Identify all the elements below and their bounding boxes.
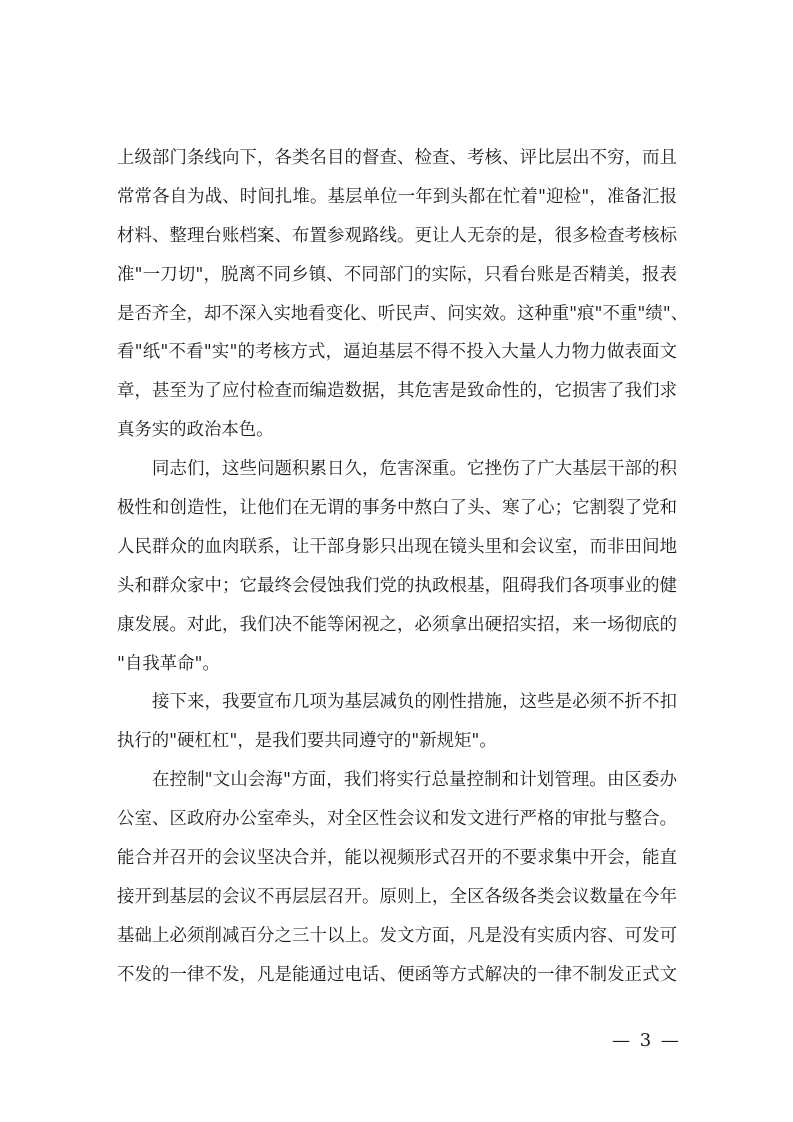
- paragraph: [117, 687, 677, 765]
- text-line: 看"纸"不看"实"的考核方式，逼迫基层不得不投入大量人力物力做表面文: [117, 342, 677, 363]
- paragraph: [117, 765, 677, 998]
- text-line: 能合并召开的会议坚决合并，能以视频形式召开的不要求集中开会，能直: [117, 848, 677, 869]
- text-line: 不发的一律不发，凡是能通过电话、便函等方式解决的一律不制发正式文: [117, 964, 677, 985]
- text-line: 在控制"文山会海"方面，我们将实行总量控制和计划管理。由区委办: [152, 770, 677, 791]
- text-line: 接下来，我要宣布几项为基层减负的刚性措施，这些是必须不折不扣: [152, 692, 677, 713]
- page-number: — 3 —: [612, 1030, 681, 1051]
- text-line: 常常各自为战、时间扎堆。基层单位一年到头都在忙着"迎检"，准备汇报: [117, 186, 677, 207]
- text-line: "自我革命"。: [117, 653, 220, 674]
- text-line: 基础上必须削减百分之三十以上。发文方面，凡是没有实质内容、可发可: [117, 925, 677, 946]
- paragraph: [117, 143, 689, 454]
- text-line: 材料、整理台账档案、布置参观路线。更让人无奈的是，很多检查考核标: [117, 225, 677, 246]
- text-line: 是否齐全，却不深入实地看变化、听民声、问实效。这种重"痕"不重"绩"、: [117, 303, 689, 324]
- text-line: 执行的"硬杠杠"，是我们要共同遵守的"新规矩"。: [117, 731, 497, 752]
- text-line: 接开到基层的会议不再层层召开。原则上，全区各级各类会议数量在今年: [117, 886, 677, 907]
- text-line: 上级部门条线向下，各类名目的督查、检查、考核、评比层出不穷，而且: [117, 148, 677, 168]
- text-line: 康发展。对此，我们决不能等闲视之，必须拿出硬招实招，来一场彻底的: [117, 614, 677, 635]
- text-line: 极性和创造性，让他们在无谓的事务中熬白了头、寒了心；它割裂了党和: [117, 498, 677, 519]
- text-line: 公室、区政府办公室牵头，对全区性会议和发文进行严格的审批与整合。: [117, 809, 677, 830]
- text-line: 准"一刀切"，脱离不同乡镇、不同部门的实际，只看台账是否精美，报表: [117, 264, 677, 285]
- text-line: 同志们，这些问题积累日久，危害深重。它挫伤了广大基层干部的积: [152, 459, 677, 480]
- text-line: 章，甚至为了应付检查而编造数据，其危害是致命性的，它损害了我们求: [117, 381, 677, 402]
- text-line: 人民群众的血肉联系，让干部身影只出现在镜头里和会议室，而非田间地: [117, 536, 677, 557]
- text-line: 头和群众家中；它最终会侵蚀我们党的执政根基，阻碍我们各项事业的健: [117, 575, 677, 596]
- paragraph: [117, 454, 677, 687]
- text-line: 真务实的政治本色。: [117, 420, 274, 441]
- document-body: [117, 143, 689, 999]
